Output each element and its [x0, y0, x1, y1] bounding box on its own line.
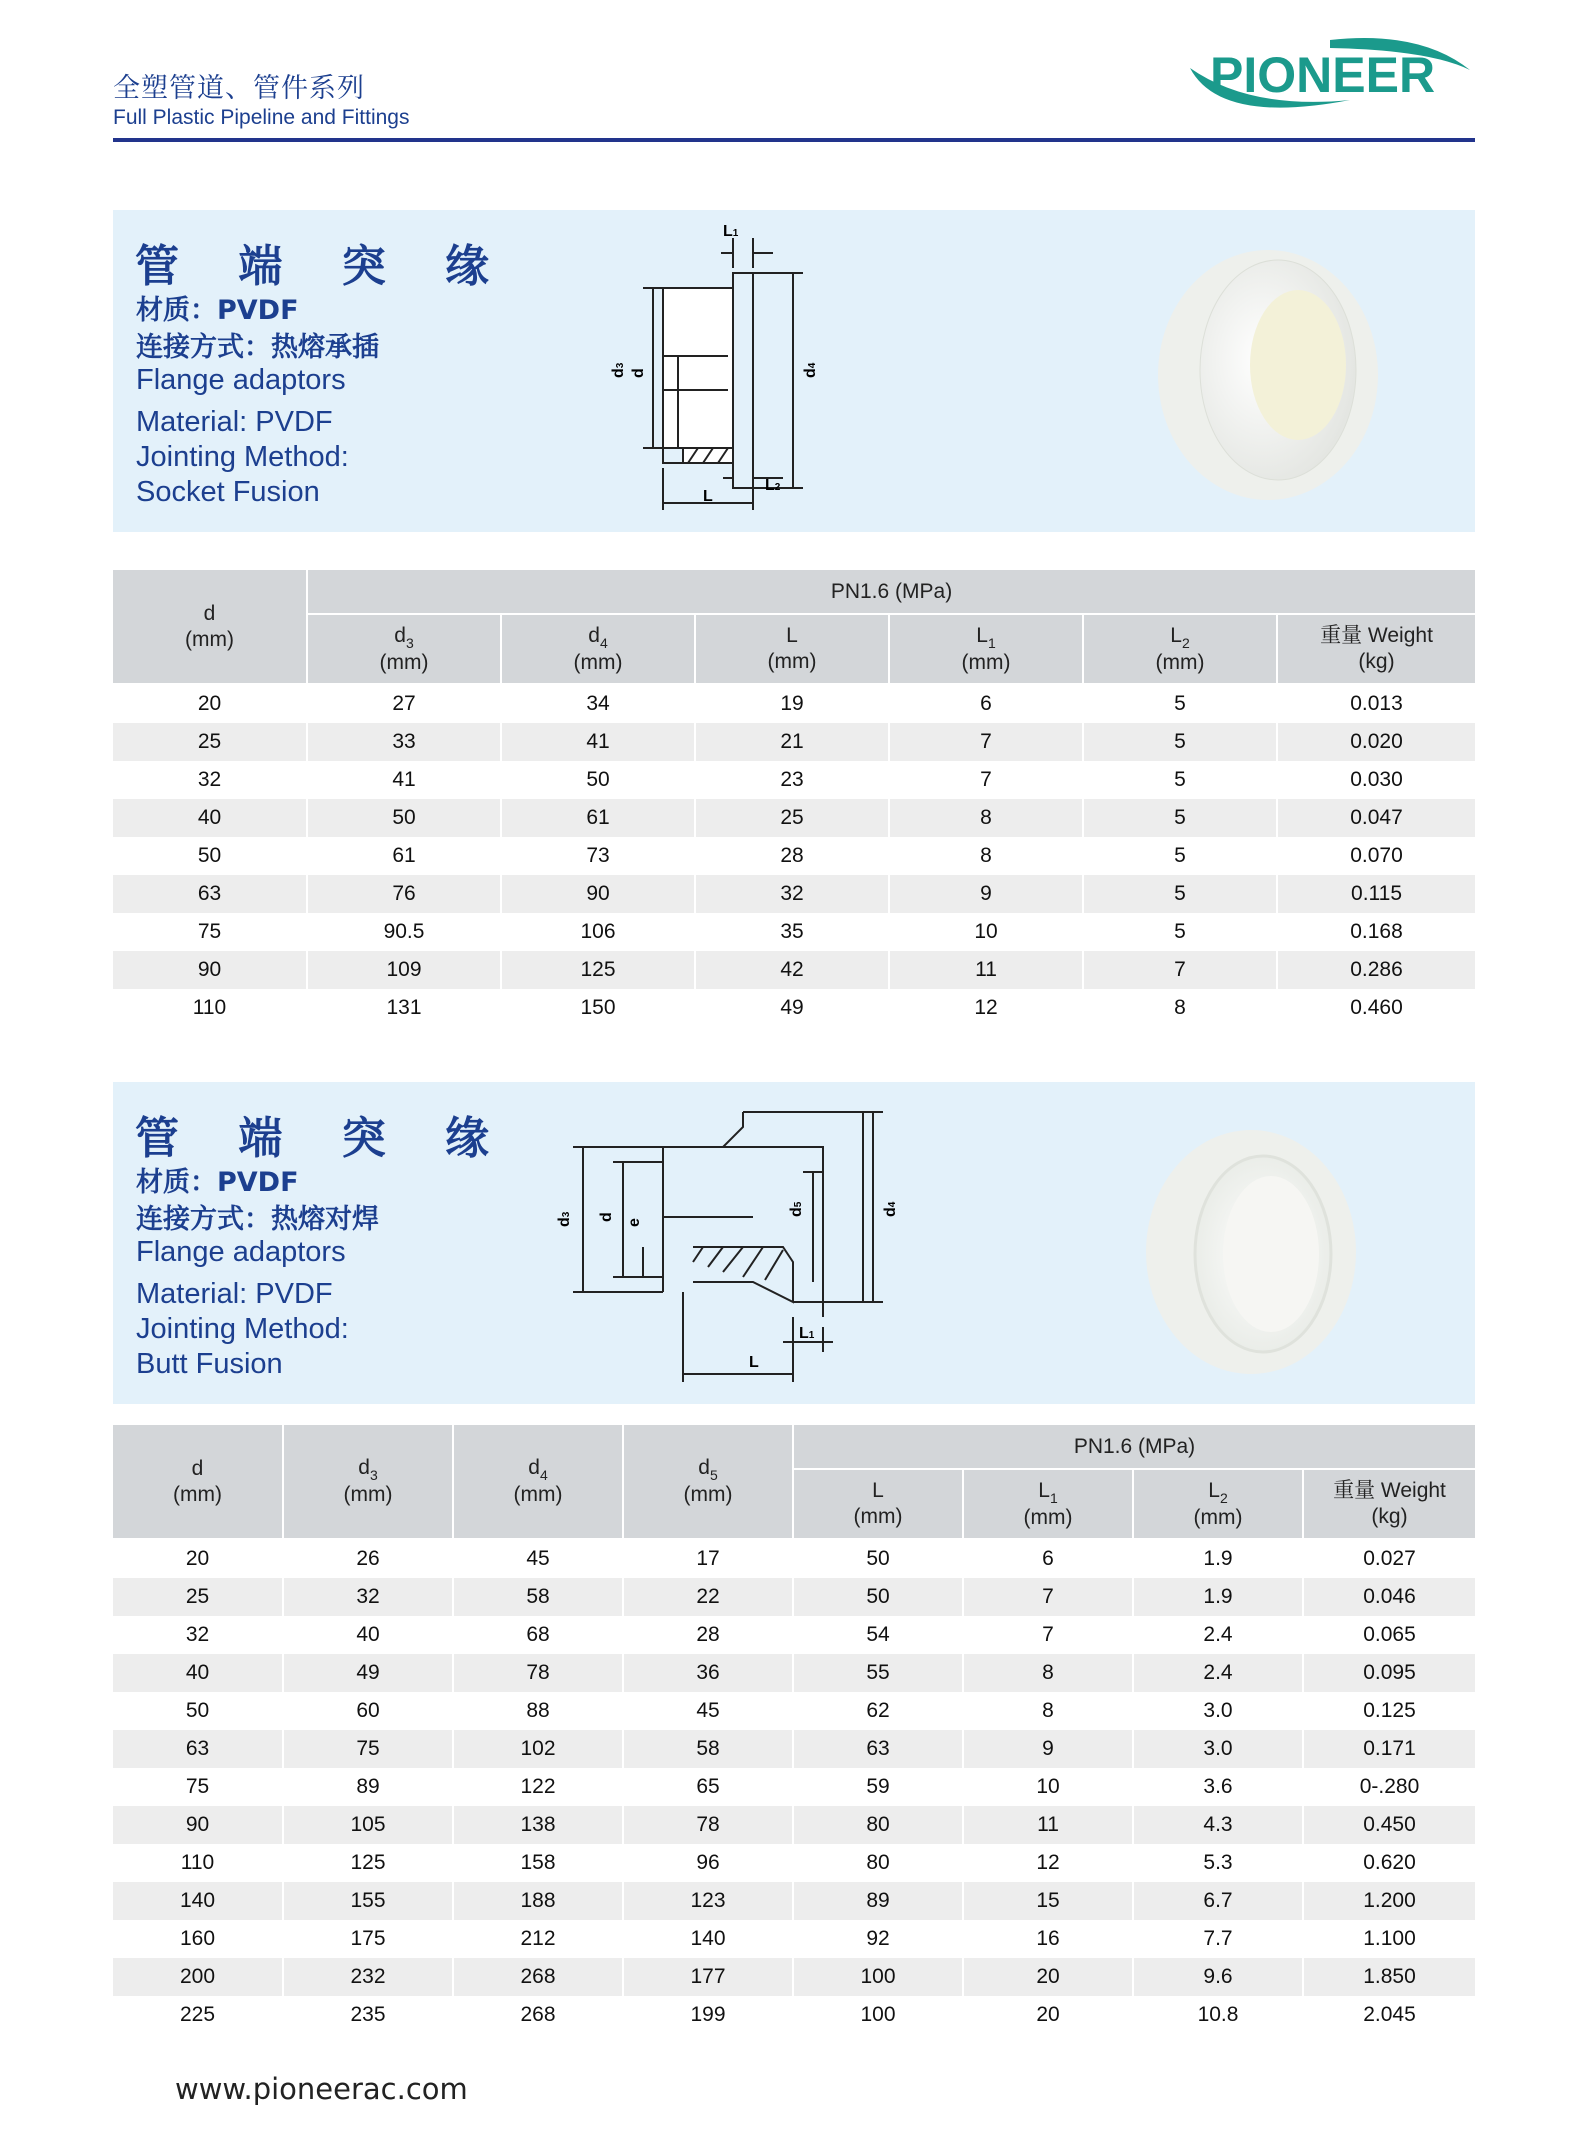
joint-method-cn: 连接方式：热熔对焊	[136, 1204, 379, 1235]
dim-d5-label: d5	[788, 1201, 805, 1217]
table-cell: 12	[889, 989, 1083, 1027]
table-cell: 60	[283, 1692, 453, 1730]
col-header-d4: $d_4$ (mm)	[453, 1425, 623, 1539]
table-cell: 5.3	[1133, 1844, 1303, 1882]
col-header-weight: 重量 Weight (kg)	[1277, 614, 1475, 684]
col-header-d: d (mm)	[113, 570, 307, 684]
table-cell: 35	[695, 913, 889, 951]
table-cell: 6	[963, 1539, 1133, 1578]
table-cell: 58	[623, 1730, 793, 1768]
table-row	[113, 913, 1475, 951]
table-cell: 28	[623, 1616, 793, 1654]
table-cell: 55	[793, 1654, 963, 1692]
table-row	[113, 684, 1475, 723]
table-cell: 20	[113, 684, 307, 723]
table-cell: 49	[283, 1654, 453, 1692]
table-cell: 21	[695, 723, 889, 761]
product-panel-butt	[113, 1082, 1475, 1404]
joint-method-en: Butt Fusion	[136, 1348, 283, 1380]
table-cell: 8	[963, 1692, 1133, 1730]
table-cell: 32	[113, 1616, 283, 1654]
table-cell: 5	[1083, 913, 1277, 951]
dim-e-label: e	[626, 1218, 643, 1227]
table-cell: 125	[283, 1844, 453, 1882]
table-cell: 7.7	[1133, 1920, 1303, 1958]
table-row	[113, 1882, 1475, 1920]
table-cell: 102	[453, 1730, 623, 1768]
table-cell: 200	[113, 1958, 283, 1996]
col-header-l: L (mm)	[695, 614, 889, 684]
table-cell: 7	[963, 1616, 1133, 1654]
table-cell: 15	[963, 1882, 1133, 1920]
table-cell: 177	[623, 1958, 793, 1996]
header-title-en: Full Plastic Pipeline and Fittings	[113, 106, 410, 129]
table-cell: 0-.280	[1359, 1775, 1420, 1798]
table-cell: 54	[793, 1616, 963, 1654]
table-cell: 225	[113, 1996, 283, 2034]
table-cell: 0.070	[1350, 844, 1403, 867]
table-cell: 73	[501, 837, 695, 875]
table-cell: 49	[695, 989, 889, 1027]
table-cell: 188	[453, 1882, 623, 1920]
logo-text: PIONEER	[1210, 47, 1436, 103]
table-cell: 0.620	[1363, 1851, 1416, 1874]
table-cell: 100	[793, 1996, 963, 2034]
pioneer-logo	[1180, 30, 1480, 120]
table-cell: 0.171	[1303, 1730, 1475, 1768]
table-row	[113, 1730, 1475, 1768]
table-cell: 10	[963, 1768, 1133, 1806]
spec-table-socket	[113, 570, 1475, 1027]
dim-l1-label: L1	[723, 223, 739, 240]
table-cell: 199	[623, 1996, 793, 2034]
table-cell: 8	[1083, 989, 1277, 1027]
table-row	[113, 761, 1475, 799]
product-title-cn: 管 端 突 缘	[135, 1113, 511, 1164]
table-cell: 9.6	[1133, 1958, 1303, 1996]
table-cell: 63	[113, 1730, 283, 1768]
table-cell: 122	[453, 1768, 623, 1806]
table-cell: 131	[307, 989, 501, 1027]
table-cell: 0.020	[1277, 723, 1475, 761]
table-cell: 0.013	[1350, 692, 1403, 715]
table-cell: 23	[695, 761, 889, 799]
dim-d-label: d	[598, 1212, 615, 1222]
dim-d3-label: d3	[610, 362, 627, 378]
col-header-l: L (mm)	[793, 1469, 963, 1539]
table-cell: 160	[113, 1920, 283, 1958]
table-row	[113, 1996, 1475, 2034]
table-cell: 0.047	[1277, 799, 1475, 837]
table-cell: 34	[501, 684, 695, 723]
table-cell: 2.4	[1133, 1654, 1303, 1692]
table-cell: 50	[113, 837, 307, 875]
table-cell: 138	[453, 1806, 623, 1844]
table-cell: 109	[307, 951, 501, 989]
table-cell: 1.9	[1133, 1539, 1303, 1578]
table-cell: 3.6	[1133, 1768, 1303, 1806]
table-cell: 50	[113, 1692, 283, 1730]
socket-flange-photo	[1148, 230, 1388, 510]
table-cell: 61	[501, 799, 695, 837]
table-cell: 42	[695, 951, 889, 989]
table-row	[113, 1692, 1475, 1730]
table-cell: 20	[963, 1958, 1133, 1996]
table-row	[113, 1806, 1475, 1844]
table-cell: 0.115	[1277, 875, 1475, 913]
product-title-cn: 管 端 突 缘	[135, 241, 511, 292]
col-header-d3: $d_3$ (mm)	[283, 1425, 453, 1539]
table-cell: 1.9	[1133, 1578, 1303, 1616]
table-cell: 20	[113, 1539, 283, 1578]
table-cell: 0.030	[1350, 768, 1403, 791]
table-cell: 1.200	[1303, 1882, 1475, 1920]
table-cell: 3.0	[1133, 1730, 1303, 1768]
table-cell: 0.460	[1350, 996, 1403, 1019]
table-cell: 140	[623, 1920, 793, 1958]
table-cell: 5	[1083, 684, 1277, 723]
col-header-l2: $L_2$ (mm)	[1133, 1469, 1303, 1539]
table-cell: 0.286	[1277, 951, 1475, 989]
table-cell: 80	[793, 1844, 963, 1882]
table-body	[113, 684, 1475, 1027]
dim-l-label: L	[749, 1354, 759, 1371]
table-cell: 33	[307, 723, 501, 761]
table-cell: 28	[695, 837, 889, 875]
table-cell: 5	[1083, 875, 1277, 913]
table-cell: 9	[889, 875, 1083, 913]
table-cell: 61	[307, 837, 501, 875]
joint-method-en: Socket Fusion	[136, 476, 320, 508]
table-cell: 0.125	[1363, 1699, 1416, 1722]
table-cell: 5	[1083, 761, 1277, 799]
table-cell: 5	[1083, 837, 1277, 875]
table-cell: 50	[793, 1578, 963, 1616]
table-cell: 100	[793, 1958, 963, 1996]
table-cell: 12	[963, 1844, 1133, 1882]
table-cell: 8	[889, 799, 1083, 837]
table-cell: 41	[501, 723, 695, 761]
table-cell: 7	[963, 1578, 1133, 1616]
table-cell: 11	[963, 1806, 1133, 1844]
table-cell: 150	[501, 989, 695, 1027]
table-cell: 45	[623, 1692, 793, 1730]
table-cell: 25	[113, 1578, 283, 1616]
socket-flange-diagram	[603, 218, 933, 518]
table-row	[113, 1616, 1475, 1654]
table-cell: 78	[623, 1806, 793, 1844]
table-cell: 175	[283, 1920, 453, 1958]
table-cell: 75	[113, 913, 307, 951]
table-cell: 1.850	[1303, 1958, 1475, 1996]
table-cell: 11	[889, 951, 1083, 989]
table-cell: 0.168	[1350, 920, 1403, 943]
joint-label-en: Jointing Method:	[136, 1313, 349, 1345]
table-cell: 50	[501, 761, 695, 799]
table-cell: 1.100	[1363, 1927, 1416, 1950]
table-cell: 40	[283, 1616, 453, 1654]
table-row	[113, 989, 1475, 1027]
table-row	[113, 837, 1475, 875]
col-header-weight: 重量 Weight (kg)	[1303, 1469, 1475, 1539]
table-row	[113, 1768, 1475, 1806]
table-cell: 68	[453, 1616, 623, 1654]
col-header-d4: $d_4$ (mm)	[501, 614, 695, 684]
table-cell: 212	[453, 1920, 623, 1958]
table-cell: 90.5	[307, 913, 501, 951]
material-cn: 材质：PVDF	[136, 1167, 299, 1198]
table-cell: 110	[113, 989, 307, 1027]
table-body	[113, 1539, 1475, 2034]
table-cell: 155	[283, 1882, 453, 1920]
table-cell: 88	[453, 1692, 623, 1730]
dim-l1-label: L1	[799, 1325, 815, 1342]
table-row	[113, 1958, 1475, 1996]
header-divider	[113, 138, 1475, 142]
table-cell: 0.450	[1303, 1806, 1475, 1844]
table-row	[113, 875, 1475, 913]
table-cell: 22	[623, 1578, 793, 1616]
table-cell: 123	[623, 1882, 793, 1920]
table-cell: 75	[113, 1768, 283, 1806]
table-cell: 90	[113, 951, 307, 989]
footer-website[interactable]: www.pioneerac.com	[175, 2072, 468, 2106]
table-cell: 40	[113, 799, 307, 837]
pressure-header: PN1.6 (MPa)	[793, 1425, 1475, 1469]
table-cell: 26	[283, 1539, 453, 1578]
table-cell: 4.3	[1133, 1806, 1303, 1844]
table-cell: 8	[889, 837, 1083, 875]
col-header-d: d (mm)	[113, 1425, 283, 1539]
table-row	[113, 951, 1475, 989]
table-cell: 45	[453, 1539, 623, 1578]
header-title-cn: 全塑管道、管件系列	[113, 73, 365, 104]
table-cell: 16	[963, 1920, 1133, 1958]
table-row	[113, 1654, 1475, 1692]
table-cell: 3.0	[1133, 1692, 1303, 1730]
table-cell: 40	[113, 1654, 283, 1692]
table-cell: 78	[453, 1654, 623, 1692]
table-cell: 63	[113, 875, 307, 913]
table-cell: 90	[501, 875, 695, 913]
table-cell: 65	[623, 1768, 793, 1806]
table-row	[113, 1920, 1475, 1958]
table-cell: 63	[793, 1730, 963, 1768]
table-cell: 10.8	[1133, 1996, 1303, 2034]
table-cell: 110	[113, 1844, 283, 1882]
table-cell: 8	[963, 1654, 1133, 1692]
col-header-l1: $L_1$ (mm)	[963, 1469, 1133, 1539]
butt-flange-diagram	[553, 1102, 993, 1392]
product-panel-socket	[113, 210, 1475, 532]
table-cell: 32	[113, 761, 307, 799]
table-cell: 125	[501, 951, 695, 989]
table-cell: 268	[453, 1996, 623, 2034]
table-row	[113, 1578, 1475, 1616]
table-cell: 96	[623, 1844, 793, 1882]
table-cell: 6	[889, 684, 1083, 723]
table-cell: 50	[793, 1539, 963, 1578]
col-header-l2: $L_2$ (mm)	[1083, 614, 1277, 684]
butt-flange-photo	[1133, 1122, 1373, 1382]
table-cell: 235	[283, 1996, 453, 2034]
table-cell: 50	[307, 799, 501, 837]
table-cell: 0.095	[1303, 1654, 1475, 1692]
joint-method-cn: 连接方式：热熔承插	[136, 332, 379, 363]
table-cell: 80	[793, 1806, 963, 1844]
material-cn: 材质：PVDF	[136, 295, 299, 326]
table-row	[113, 1539, 1475, 1578]
dim-d3-label: d3	[556, 1211, 573, 1227]
table-cell: 20	[963, 1996, 1133, 2034]
joint-label-en: Jointing Method:	[136, 441, 349, 473]
table-cell: 7	[889, 723, 1083, 761]
table-cell: 17	[623, 1539, 793, 1578]
table-cell: 59	[793, 1768, 963, 1806]
table-cell: 32	[695, 875, 889, 913]
spec-table-butt	[113, 1425, 1475, 2034]
table-cell: 19	[695, 684, 889, 723]
table-cell: 140	[113, 1882, 283, 1920]
table-row	[113, 799, 1475, 837]
table-cell: 105	[283, 1806, 453, 1844]
table-cell: 158	[453, 1844, 623, 1882]
table-cell: 10	[889, 913, 1083, 951]
table-cell: 232	[283, 1958, 453, 1996]
table-cell: 27	[307, 684, 501, 723]
table-cell: 5	[1083, 799, 1277, 837]
table-cell: 2.4	[1133, 1616, 1303, 1654]
product-name-en: Flange adaptors	[136, 1236, 346, 1268]
table-cell: 89	[283, 1768, 453, 1806]
table-cell: 25	[113, 723, 307, 761]
material-en: Material: PVDF	[136, 406, 333, 438]
table-cell: 32	[283, 1578, 453, 1616]
table-cell: 25	[695, 799, 889, 837]
col-header-d3: $d_3$ (mm)	[307, 614, 501, 684]
table-cell: 92	[793, 1920, 963, 1958]
pressure-header: PN1.6 (MPa)	[307, 570, 1475, 614]
dim-d4-label: d4	[882, 1201, 899, 1217]
table-cell: 41	[307, 761, 501, 799]
table-cell: 9	[963, 1730, 1133, 1768]
table-row	[113, 723, 1475, 761]
product-name-en: Flange adaptors	[136, 364, 346, 396]
dim-l-label: L	[703, 488, 713, 505]
table-cell: 75	[283, 1730, 453, 1768]
col-header-d5: $d_5$ (mm)	[623, 1425, 793, 1539]
col-header-l1: $L_1$ (mm)	[889, 614, 1083, 684]
table-cell: 0.027	[1363, 1547, 1416, 1570]
table-cell: 89	[793, 1882, 963, 1920]
dim-d4-label: d4	[802, 362, 819, 378]
table-cell: 0.046	[1303, 1578, 1475, 1616]
table-cell: 76	[307, 875, 501, 913]
table-cell: 7	[1083, 951, 1277, 989]
table-cell: 106	[501, 913, 695, 951]
table-cell: 7	[889, 761, 1083, 799]
table-cell: 6.7	[1133, 1882, 1303, 1920]
table-cell: 0.065	[1363, 1623, 1416, 1646]
material-en: Material: PVDF	[136, 1278, 333, 1310]
table-cell: 58	[453, 1578, 623, 1616]
table-row	[113, 1844, 1475, 1882]
dim-l2-label: L2	[765, 477, 781, 494]
table-cell: 90	[113, 1806, 283, 1844]
table-cell: 268	[453, 1958, 623, 1996]
table-cell: 36	[623, 1654, 793, 1692]
dim-d-label: d	[630, 368, 647, 378]
table-cell: 62	[793, 1692, 963, 1730]
table-cell: 2.045	[1363, 2003, 1416, 2026]
table-cell: 5	[1083, 723, 1277, 761]
